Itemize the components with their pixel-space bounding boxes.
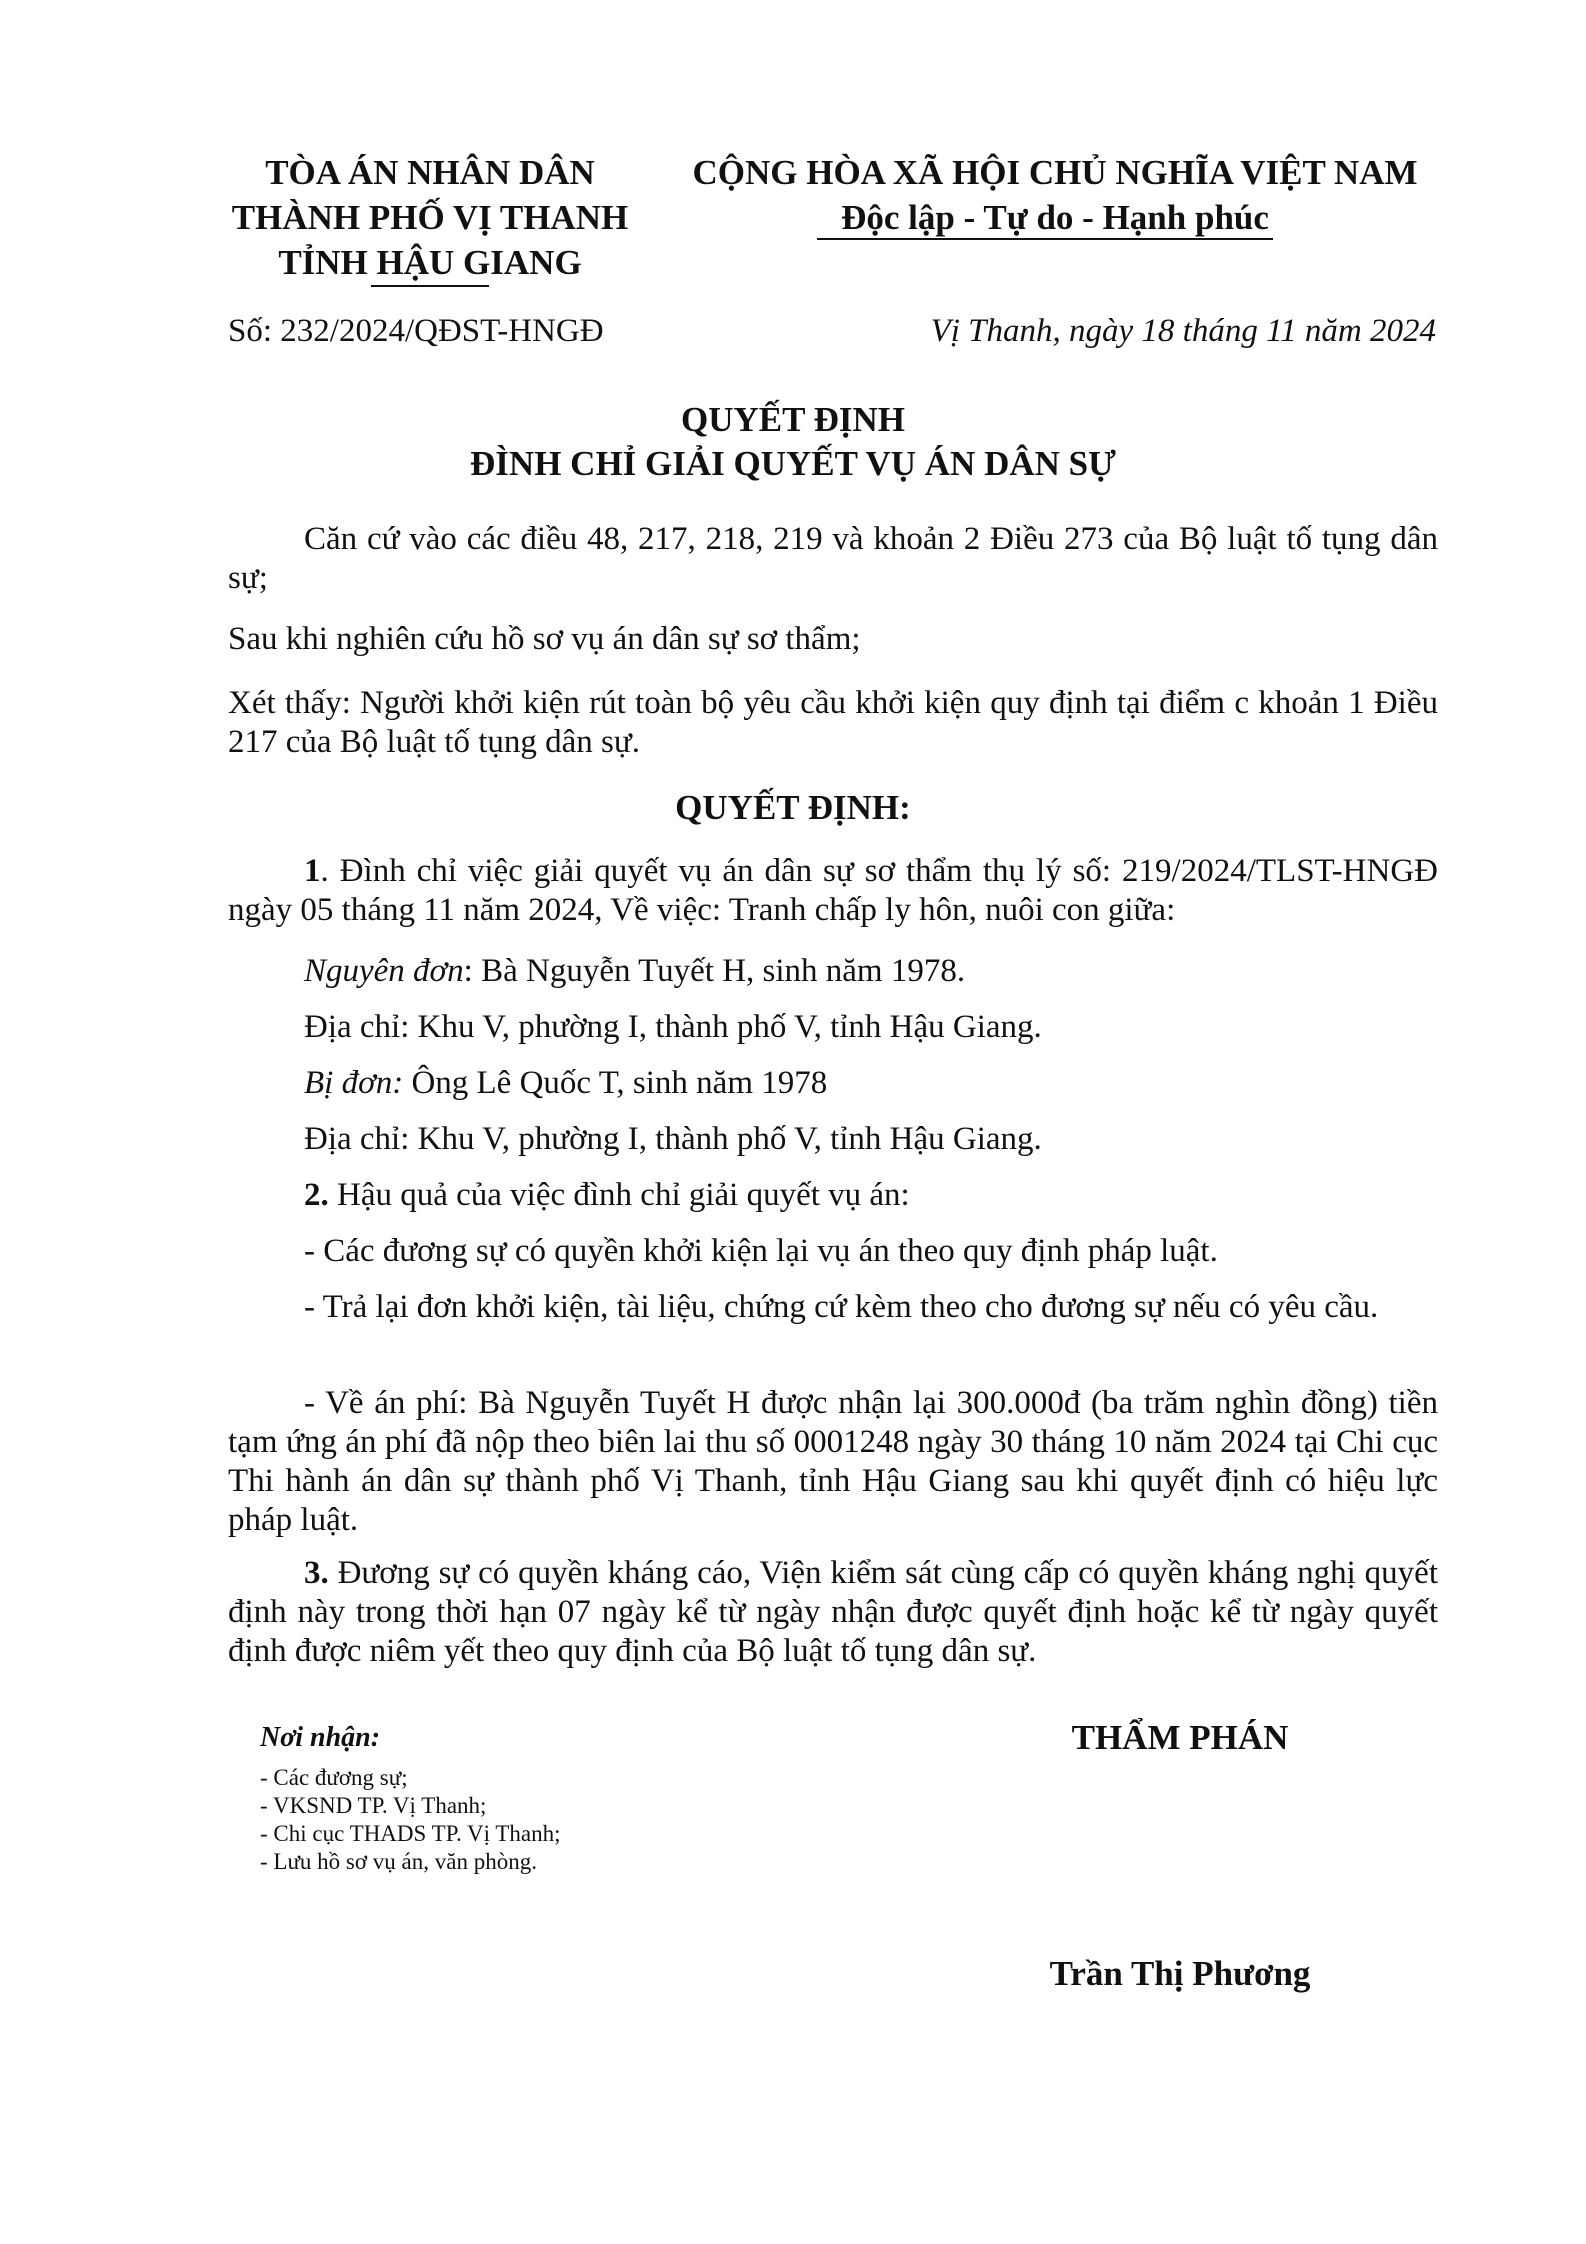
national-motto: Độc lập - Tự do - Hạnh phúc bbox=[841, 198, 1269, 237]
decision-item-1 bbox=[228, 852, 1438, 930]
court-name-line2: THÀNH PHỐ VỊ THANH bbox=[231, 198, 629, 237]
decision-item-2-number: 2. bbox=[304, 1177, 329, 1213]
defendant-line bbox=[228, 1064, 1438, 1103]
recipients-title: Nơi nhận: bbox=[260, 1722, 381, 1753]
decision-item-2-text: Hậu quả của việc đình chỉ giải quyết vụ án: bbox=[328, 1177, 910, 1213]
court-name-line1: TÒA ÁN NHÂN DÂN bbox=[265, 153, 595, 192]
document-number: Số: 232/2024/QĐST-HNGĐ bbox=[228, 313, 604, 349]
review-paragraph: Sau khi nghiên cứu hồ sơ vụ án dân sự sơ thẩm; bbox=[228, 621, 861, 657]
finding-paragraph: Xét thấy: Người khởi kiện rút toàn bộ yêu cầu khởi kiện quy định tại điểm c khoản 1 Điều 217 của Bộ luật tố tụng dân sự. bbox=[228, 685, 1438, 760]
national-motto-block bbox=[680, 150, 1430, 240]
court-name-underline bbox=[371, 285, 489, 287]
legal-basis-paragraph: Căn cứ vào các điều 48, 217, 218, 219 và khoản 2 Điều 273 của Bộ luật tố tụng dân sự; bbox=[228, 521, 1438, 596]
consequence-bullet-3: - Về án phí: Bà Nguyễn Tuyết H được nhận lại 300.000đ (ba trăm nghìn đồng) tiền tạm ứng án phí đã nộp theo biên lai thu số 0001248 ngày 30 tháng 10 năm 2024 tại Chi cục Thi hành án dân sự thành phố Vị Thanh, tỉnh Hậu Giang sau khi quyết định có hiệu lực pháp luật. bbox=[228, 1385, 1438, 1538]
court-name-block bbox=[200, 150, 660, 285]
court-name-line3: TỈNH HẬU GIANG bbox=[278, 243, 582, 282]
decision-item-1-text: . Đình chỉ việc giải quyết vụ án dân sự sơ thẩm thụ lý số: 219/2024/TLST-HNGĐ ngày 05 tháng 11 năm 2024, Về việc: Tranh chấp ly hôn, nuôi con giữa: bbox=[228, 853, 1438, 928]
document-title: QUYẾT ĐỊNH bbox=[681, 400, 905, 439]
decision-item-3-text: Đương sự có quyền kháng cáo, Viện kiểm sát cùng cấp có quyền kháng nghị quyết định này trong thời hạn 07 ngày kể từ ngày nhận được quyết định hoặc kể từ ngày quyết định được niêm yết theo quy định của Bộ luật tố tụng dân sự. bbox=[228, 1555, 1438, 1669]
recipient-item: - Lưu hồ sơ vụ án, văn phòng. bbox=[260, 1849, 537, 1874]
plaintiff-value: : Bà Nguyễn Tuyết H, sinh năm 1978. bbox=[463, 953, 966, 989]
recipient-item: - Các đương sự; bbox=[260, 1765, 408, 1790]
decision-item-3 bbox=[228, 1554, 1438, 1671]
decision-item-3-number: 3. bbox=[304, 1555, 329, 1591]
signer-name: Trần Thị Phương bbox=[1049, 1954, 1311, 1993]
defendant-value: Ông Lê Quốc T, sinh năm 1978 bbox=[403, 1065, 828, 1101]
recipient-item: - Chi cục THADS TP. Vị Thanh; bbox=[260, 1821, 561, 1846]
plaintiff-label: Nguyên đơn bbox=[304, 953, 464, 989]
document-subtitle: ĐÌNH CHỈ GIẢI QUYẾT VỤ ÁN DÂN SỰ bbox=[470, 444, 1116, 483]
signer-title: THẨM PHÁN bbox=[1071, 1718, 1289, 1757]
defendant-address: Địa chỉ: Khu V, phường I, thành phố V, tỉnh Hậu Giang. bbox=[304, 1121, 1042, 1157]
decision-item-2 bbox=[228, 1176, 1438, 1215]
plaintiff-address: Địa chỉ: Khu V, phường I, thành phố V, tỉnh Hậu Giang. bbox=[304, 1009, 1042, 1045]
national-motto-underline bbox=[817, 238, 1273, 240]
decision-heading: QUYẾT ĐỊNH: bbox=[675, 788, 911, 827]
national-name: CỘNG HÒA XÃ HỘI CHỦ NGHĨA VIỆT NAM bbox=[692, 153, 1418, 192]
recipient-item: - VKSND TP. Vị Thanh; bbox=[260, 1793, 487, 1818]
consequence-bullet-1: - Các đương sự có quyền khởi kiện lại vụ án theo quy định pháp luật. bbox=[304, 1233, 1218, 1269]
plaintiff-line bbox=[228, 952, 1438, 991]
defendant-label: Bị đơn: bbox=[304, 1065, 404, 1101]
document-date: Vị Thanh, ngày 18 tháng 11 năm 2024 bbox=[930, 313, 1436, 349]
consequence-bullet-2: - Trả lại đơn khởi kiện, tài liệu, chứng cứ kèm theo cho đương sự nếu có yêu cầu. bbox=[304, 1289, 1379, 1325]
decision-item-1-number: 1 bbox=[304, 853, 321, 889]
recipients-block bbox=[260, 1720, 760, 1876]
